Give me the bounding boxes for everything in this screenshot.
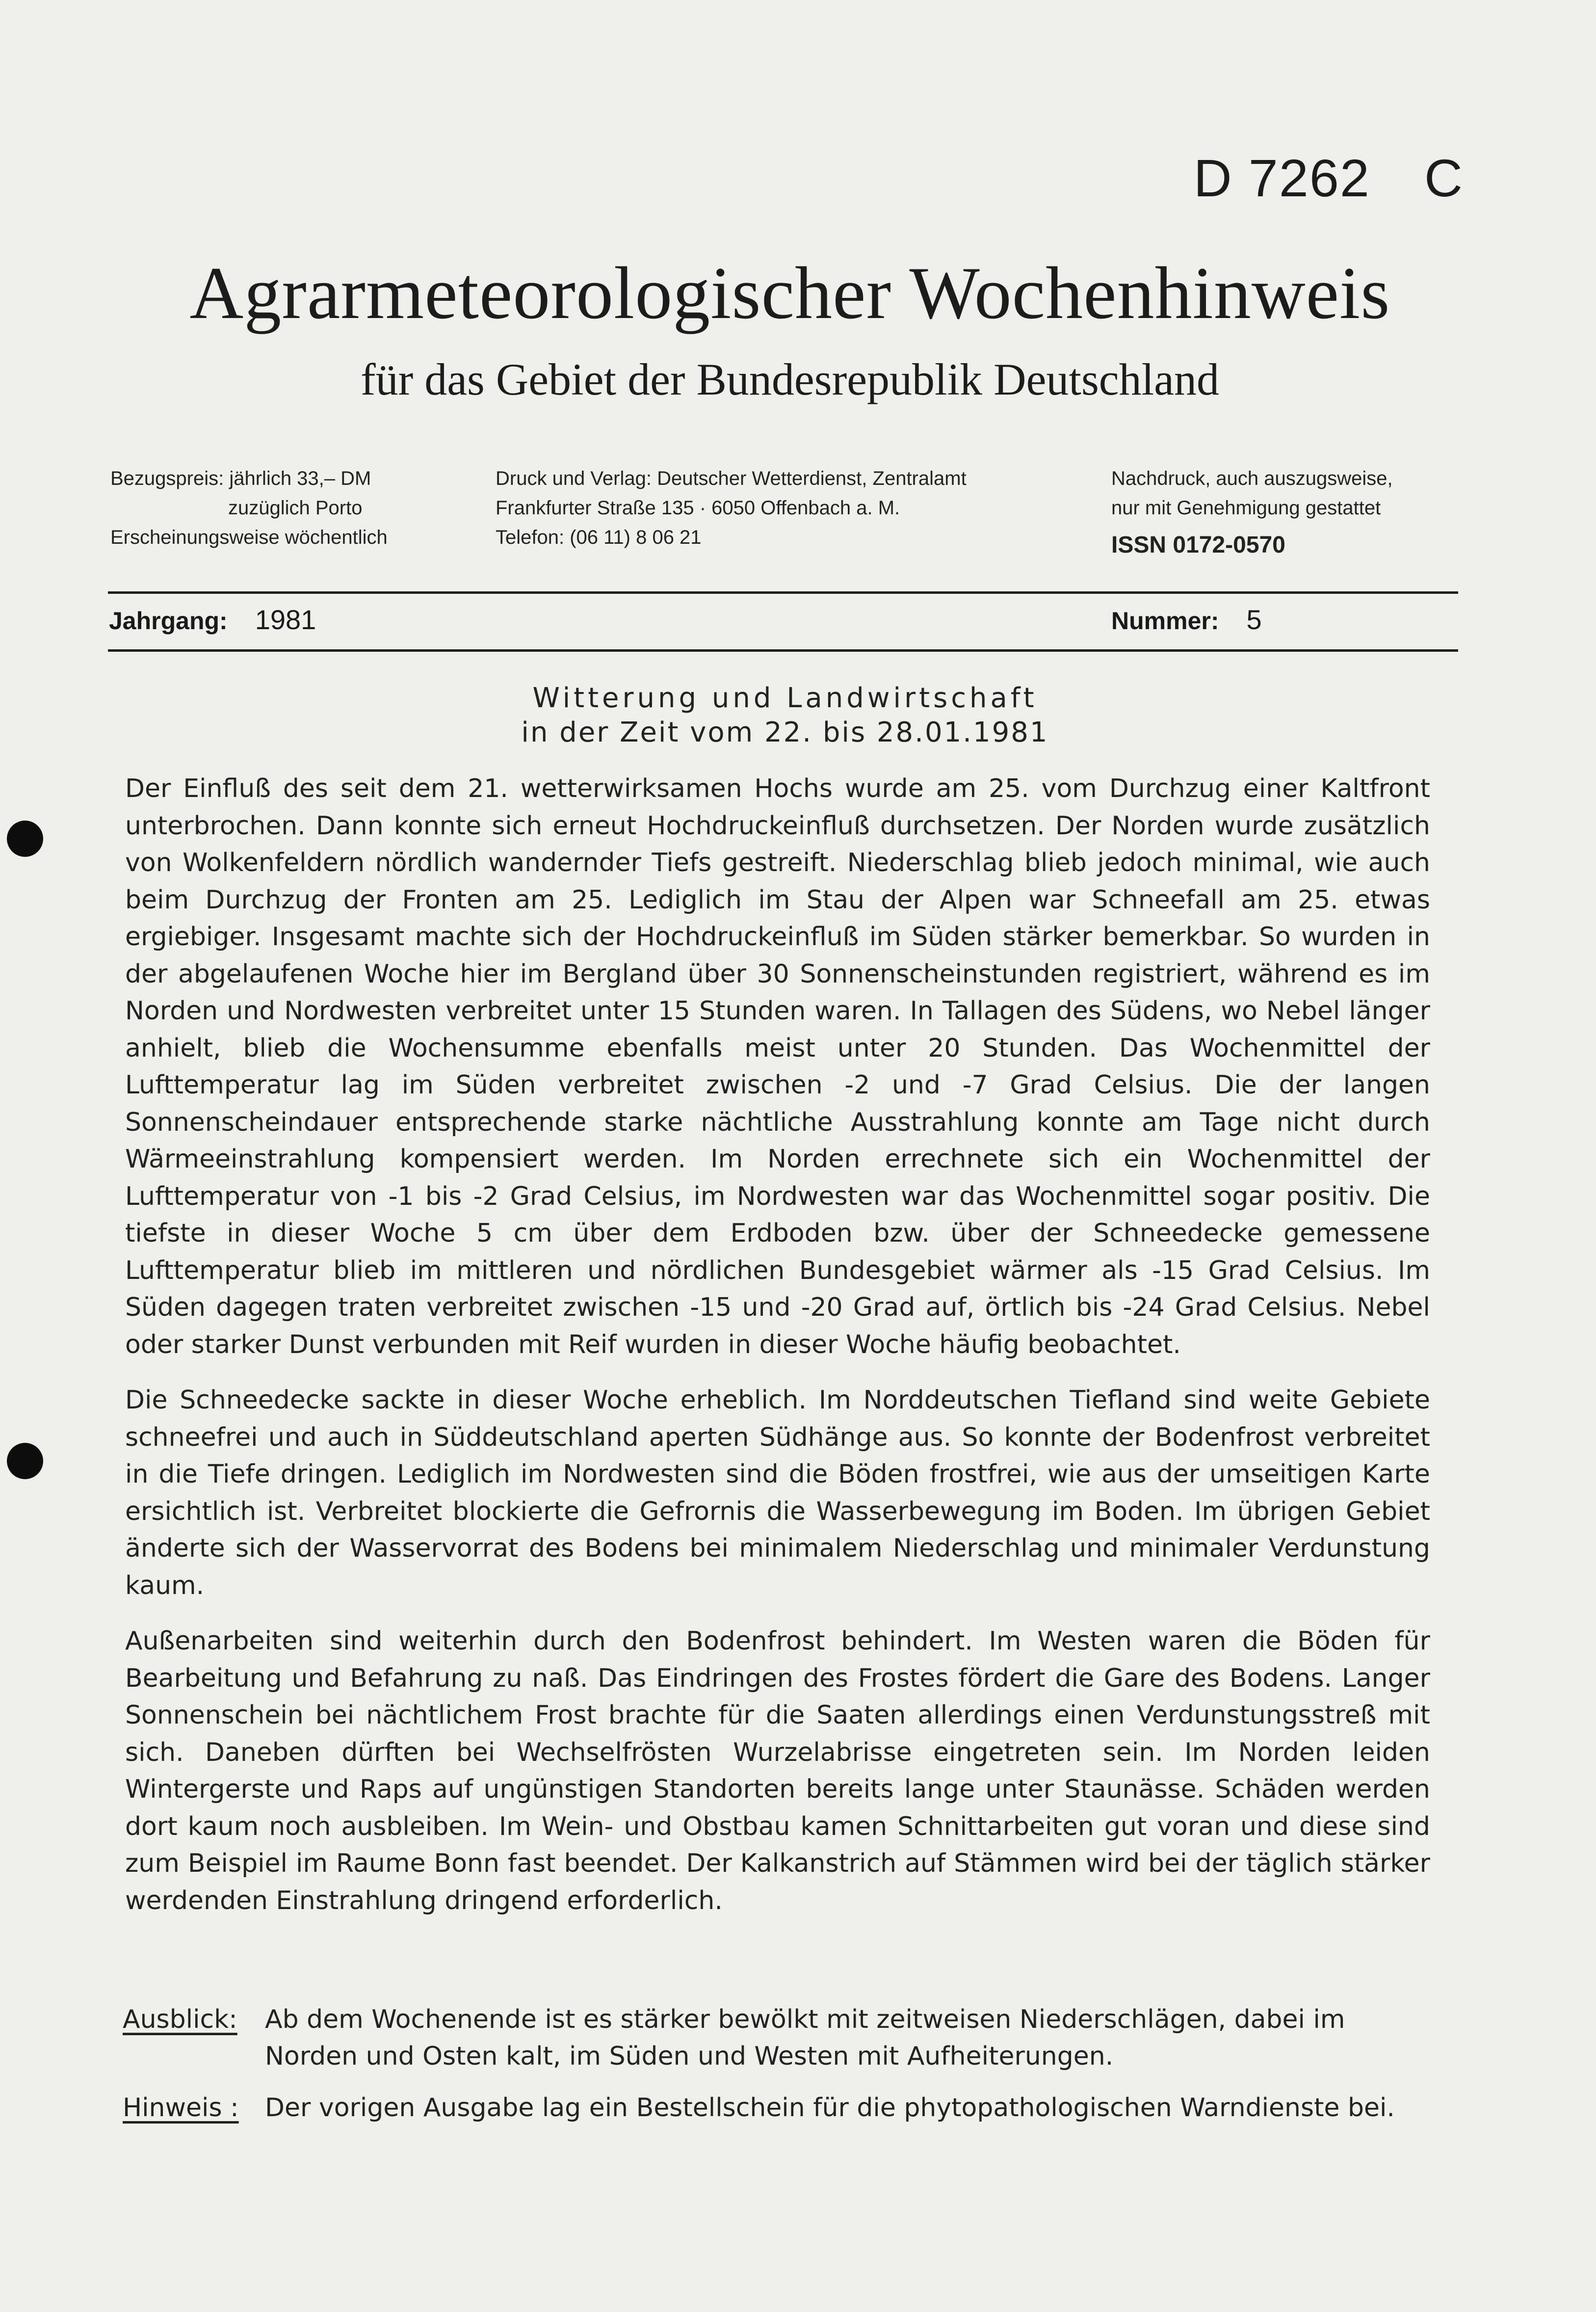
frequency-line: Erscheinungsweise wöchentlich: [110, 527, 388, 548]
report-body: [125, 771, 1430, 1938]
outlook-note: [123, 2001, 1433, 2075]
reprint-line-2: nur mit Genehmigung gestattet: [1111, 497, 1381, 519]
publisher-info: [496, 464, 967, 552]
number-value: 5: [1246, 604, 1262, 635]
outlook-text: Ab dem Wochenende ist es stärker bewölkt mit zeitweisen Niederschlägen, dabei im Norden und Osten kalt, im Süden und Westen mit Aufheiterungen.: [265, 2005, 1345, 2071]
publisher-line: Druck und Verlag: Deutscher Wetterdienst, Zentralamt: [496, 468, 967, 489]
year-label: Jahrgang:: [109, 607, 228, 635]
top-divider: [108, 591, 1458, 594]
punch-hole-bottom: [7, 1443, 43, 1479]
report-heading-title: Witterung und Landwirtschaft: [532, 682, 1038, 714]
number-label: Nummer:: [1111, 607, 1219, 635]
code-suffix: C: [1424, 148, 1464, 208]
notice-text: Der vorigen Ausgabe lag ein Bestellschein für die phytopathologischen Warndienste bei.: [265, 2093, 1395, 2123]
notice-label: Hinweis :: [123, 2093, 239, 2123]
paragraph-fieldwork: Außenarbeiten sind weiterhin durch den Bodenfrost behindert. Im Westen waren die Böden für Bearbeitung und Befahrung zu naß. Das Eindringen des Frostes fördert die Gare des Bodens. Langer Sonnenschein bei nächtlichem Frost brachte für die Saaten allerdings einen Verdunstungsstreß mit sich. Daneben dürften bei Wechselfrösten Wurzelabrisse eingetreten sein. Im Norden leiden Wintergerste und Raps auf ungünstigen Standorten bereits lange unter Staunässe. Schäden werden dort kaum noch ausbleiben. Im Wein- und Obstbau kamen Schnittarbeiten gut voran und diese sind zum Beispiel im Raume Bonn fast beendet. Der Kalkanstrich auf Stämmen wird bei der täglich stärker werdenden Einstrahlung dringend erforderlich.: [125, 1626, 1430, 1915]
issn: ISSN 0172-0570: [1111, 532, 1285, 558]
year-value: 1981: [255, 604, 316, 635]
volume-info: [109, 604, 316, 636]
punch-hole-top: [7, 821, 43, 857]
issue-info: [1111, 604, 1262, 636]
bottom-divider: [108, 649, 1458, 652]
postage-line: zuzüglich Porto: [228, 497, 363, 519]
report-heading: [417, 681, 1153, 750]
document-code: [1194, 147, 1464, 209]
page-title: Agrarmeteorologischer Wochenhinweis: [189, 252, 1390, 334]
paragraph-soil: Die Schneedecke sackte in dieser Woche erheblich. Im Norddeutschen Tiefland sind weite Gebiete schneefrei und auch in Süddeutschland aperten Südhänge aus. So konnte der Bodenfrost verbreitet in die Tiefe dringen. Lediglich im Nordwesten sind die Böden frostfrei, wie aus der umseitigen Karte ersichtlich ist. Verbreitet blockierte die Gefrornis die Wasserbewegung im Boden. Im übrigen Gebiet änderte sich der Wasservorrat des Bodens bei minimalem Niederschlag und minimaler Verdunstung kaum.: [125, 1385, 1430, 1600]
paragraph-weather: Der Einfluß des seit dem 21. wetterwirksamen Hochs wurde am 25. vom Durchzug einer Kaltfront unterbrochen. Dann konnte sich erneut Hochdruckeinfluß durchsetzen. Der Norden wurde zusätzlich von Wolkenfeldern nördlich wandernder Tiefs gestreift. Niederschlag blieb jedoch minimal, wie auch beim Durchzug der Fronten am 25. Lediglich im Stau der Alpen war Schneefall am 25. etwas ergiebiger. Insgesamt machte sich der Hochdruckeinfluß im Süden stärker bemerkbar. So wurden in der abgelaufenen Woche hier im Bergland über 30 Sonnenscheinstunden registriert, während es im Norden und Nordwesten verbreitet unter 15 Stunden waren. In Tallagen des Südens, wo Nebel länger anhielt, blieb die Wochensumme ebenfalls meist unter 20 Stunden. Das Wochenmittel der Lufttemperatur lag im Süden verbreitet zwischen -2 und -7 Grad Celsius. Die der langen Sonnenscheindauer entsprechende starke nächtliche Ausstrahlung konnte am Tage nicht durch Wärmeeinstrahlung kompensiert werden. Im Norden errechnete sich ein Wochenmittel der Lufttemperatur von -1 bis -2 Grad Celsius, im Nordwesten war das Wochenmittel sogar positiv. Die tiefste in dieser Woche 5 cm über dem Erdboden bzw. über der Schneedecke gemessene Lufttemperatur blieb im mittleren und nördlichen Bundesgebiet wärmer als -15 Grad Celsius. Im Süden dagegen traten verbreitet zwischen -15 und -20 Grad auf, örtlich bis -24 Grad Celsius. Nebel oder starker Dunst verbunden mit Reif wurden in dieser Woche häufig beobachtet.: [125, 774, 1430, 1359]
notes-section: [123, 2001, 1433, 2141]
outlook-label: Ausblick:: [123, 2005, 237, 2034]
reprint-info: [1111, 464, 1393, 560]
report-heading-period: in der Zeit vom 22. bis 28.01.1981: [521, 717, 1049, 748]
phone-line: Telefon: (06 11) 8 06 21: [496, 527, 702, 548]
subscription-info: [110, 464, 388, 552]
reprint-line-1: Nachdruck, auch auszugsweise,: [1111, 468, 1393, 489]
price-line: Bezugspreis: jährlich 33,– DM: [110, 468, 371, 489]
address-line: Frankfurter Straße 135 · 6050 Offenbach a. M.: [496, 497, 900, 519]
code-number: D 7262: [1193, 148, 1370, 208]
notice-note: [123, 2090, 1433, 2126]
page-subtitle: für das Gebiet der Bundesrepublik Deutschland: [360, 354, 1220, 404]
